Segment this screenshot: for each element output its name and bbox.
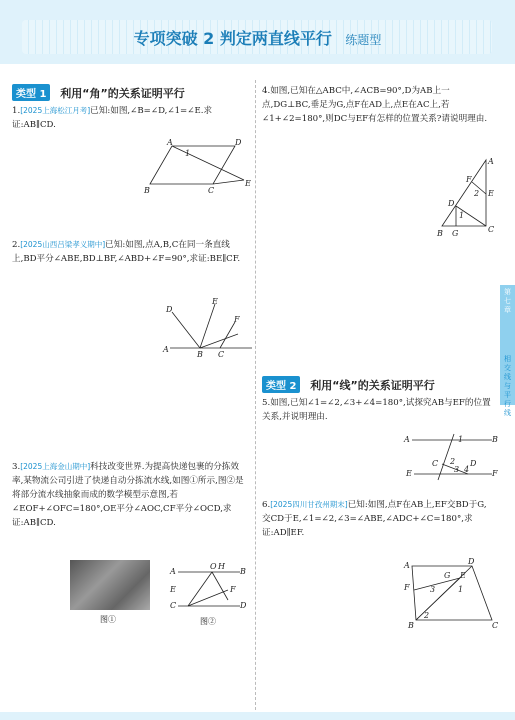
svg-text:C: C [218,350,225,359]
question-6 [262,498,494,540]
svg-text:B: B [492,435,498,444]
q2-source: [2025山西吕梁孝义期中] [20,240,106,249]
q2-line-be [200,304,215,348]
svg-text:C: C [170,601,177,610]
svg-text:A: A [404,561,410,570]
q5-text: 如图,已知∠1=∠2,∠3+∠4=180°,试探究AB与EF的位置关系,并说明理由. [262,398,491,422]
svg-text:D: D [240,601,247,610]
svg-text:F: F [466,175,472,184]
section-1-badge: 类型 1 [12,84,50,101]
q3-caption-2: 图② [200,617,216,626]
svg-text:B: B [408,621,414,630]
svg-text:1: 1 [185,149,191,158]
q6-line-be [416,578,460,620]
svg-text:C: C [208,186,215,195]
svg-text:2: 2 [450,457,456,466]
svg-text:E: E [212,298,218,306]
q1-line-ce [213,180,244,184]
q3-source: [2025上海金山期中] [20,462,91,471]
section-1-title: 利用“角”的关系证明平行 [60,87,185,100]
svg-text:B: B [437,229,443,238]
chapter-label: 第七章 [504,288,511,314]
q3-photo [70,560,150,610]
svg-text:C: C [492,621,498,630]
q3-number: 3. [12,462,21,472]
svg-text:E: E [245,179,251,188]
page-title-text: 专项突破 2 判定两直线平行 [133,29,332,48]
svg-text:H: H [218,562,225,571]
svg-text:B: B [240,567,246,576]
q3-text: 科技改变世界.为提高快递包裹的分拣效率,某物流公司引进了快递自动分拣流水线,如图①所示,图②是将部分流水线抽象而成的数学模型示意图,若∠EOF+∠OFC=180°,OE平分∠AOC,CF平分∠OCD,求证:AB∥CD. [12,462,244,528]
svg-text:D: D [468,558,475,566]
svg-text:1: 1 [458,435,464,444]
q5-figure [402,428,498,484]
q6-figure [402,558,498,630]
q1-line-ae [172,146,244,180]
svg-text:C: C [432,459,439,468]
svg-text:2: 2 [424,611,430,620]
q4-text: 如图,已知在△ABC中,∠ACB=90°,D为AB上一点,DG⊥BC,垂足为G,点F在AD上,点E在AC上,若∠1+∠2=180°,则DC与EF有怎样的位置关系?请说明理由. [262,86,488,124]
question-4 [262,84,494,126]
svg-text:2: 2 [474,189,480,198]
page-title [0,26,515,49]
svg-text:F: F [492,469,498,478]
question-2 [12,238,248,266]
svg-text:A: A [163,345,169,354]
q1-parallelogram [150,146,235,184]
svg-text:1: 1 [458,585,464,594]
q4-figure [432,156,496,238]
column-divider [255,80,256,710]
svg-text:B: B [144,186,150,195]
q2-line-bd [172,312,200,348]
svg-text:A: A [404,435,410,444]
svg-text:4: 4 [464,465,470,474]
svg-text:F: F [234,315,240,324]
svg-text:E: E [170,585,176,594]
q2-figure [160,298,255,360]
svg-text:G: G [452,229,459,238]
svg-text:D: D [235,138,242,147]
svg-text:3: 3 [430,585,436,594]
svg-text:F: F [404,583,410,592]
q6-number: 6. [262,500,271,510]
svg-text:C: C [488,225,495,234]
q5-number: 5. [262,398,271,408]
q4-number: 4. [262,86,271,96]
svg-text:B: B [197,350,203,359]
section-1-heading [12,84,185,101]
svg-text:3: 3 [454,465,460,474]
section-2-badge: 类型 2 [262,376,300,393]
svg-text:A: A [488,157,494,166]
svg-text:1: 1 [459,211,465,220]
q3-figure [168,560,248,616]
q1-number: 1. [12,106,21,116]
question-3 [12,460,248,530]
svg-text:G: G [444,571,451,580]
svg-text:E: E [488,189,494,198]
svg-text:D: D [448,199,455,208]
svg-text:D: D [166,305,173,314]
svg-text:O: O [210,562,217,571]
svg-text:D: D [470,459,477,468]
page-title-tag: 练题型 [345,33,382,47]
svg-text:E: E [406,469,412,478]
q6-source: [2025四川甘孜州期末] [270,500,348,509]
q1-source: [2025上海松江月考] [20,106,91,115]
section-2-title: 利用“线”的关系证明平行 [310,379,435,392]
question-5 [262,396,494,424]
q6-text: 已知:如图,点F在AB上,EF交BD于G,交CD于E,∠1=∠2,∠3=∠ABE,∠ADC+∠C=180°,求证:AD∥EF. [262,500,487,538]
q2-line-cf [220,322,235,348]
topic-label: 相交线与平行线 [504,355,511,417]
q3-caption-1: 图① [100,615,116,624]
q2-number: 2. [12,240,21,250]
svg-text:E: E [460,571,466,580]
q2-text: 已知:如图,点A,B,C在同一条直线上,BD平分∠ABE,BD⊥BF,∠ABD+∠F=90°,求证:BE∥CF. [12,240,241,264]
svg-text:A: A [170,567,176,576]
page-footer [0,712,515,720]
q1-figure [140,138,255,196]
question-1 [12,104,248,132]
svg-text:A: A [167,138,173,147]
section-2-heading [262,376,435,393]
svg-text:F: F [230,585,236,594]
q1-text: 已知:如图,∠B=∠D,∠1=∠E.求证:AB∥CD. [12,106,213,130]
q2-line-bf [200,334,238,348]
